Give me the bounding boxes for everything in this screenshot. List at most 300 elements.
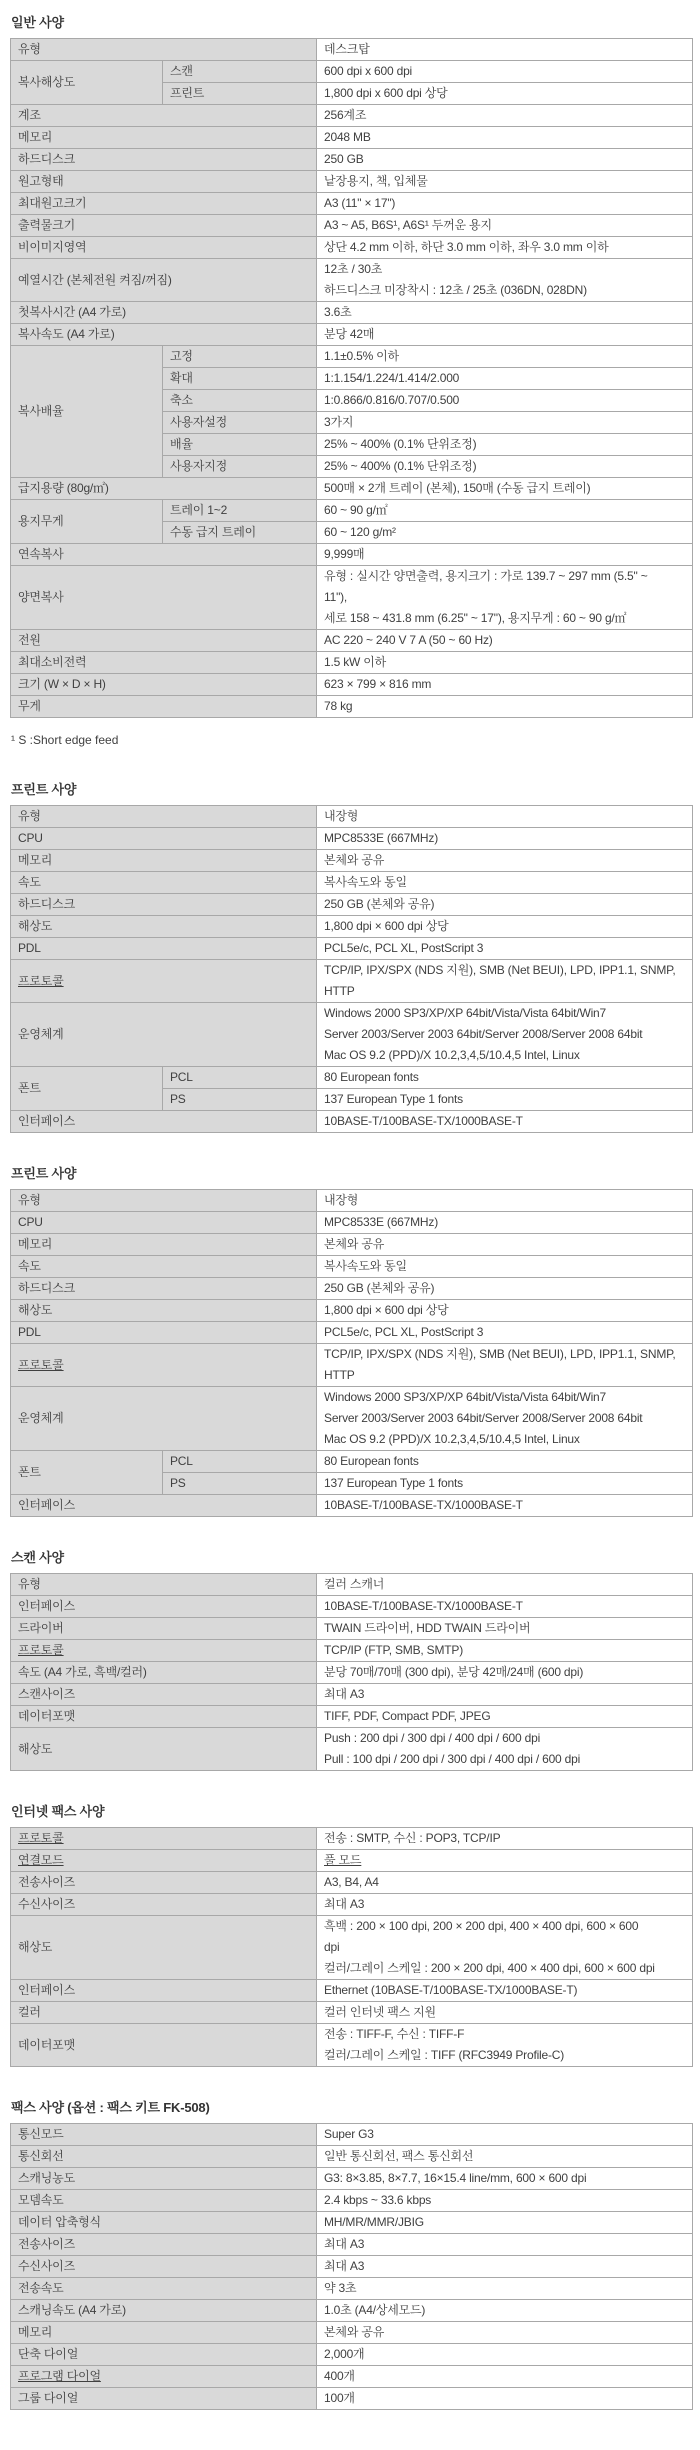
spec-text-line: 사용자지정	[170, 459, 227, 473]
spec-text-line: 복사배율	[18, 404, 64, 418]
spec-text-line: 트레이 1~2	[170, 503, 228, 517]
spec-label	[11, 2344, 317, 2366]
spec-text-line: 최대 A3	[324, 2237, 365, 2251]
spec-text-line	[18, 971, 309, 992]
spec-text-line: A3 (11" × 17")	[324, 196, 396, 210]
spec-label	[11, 2278, 317, 2300]
spec-text-line: 상단 4.2 mm 이하, 하단 3.0 mm 이하, 좌우 3.0 mm 이하	[324, 240, 609, 254]
table-row	[11, 696, 693, 718]
spec-text-line: MPC8533E (667MHz)	[324, 831, 438, 845]
spec-text-line: 전원	[18, 633, 41, 647]
spec-text-line: A3, B4, A4	[324, 1875, 379, 1889]
spec-label	[11, 105, 317, 127]
spec-label	[11, 652, 317, 674]
table-row	[11, 1894, 693, 1916]
spec-label	[11, 2388, 317, 2410]
spec-text-line: dpi	[324, 1940, 340, 1954]
spec-text-line: 11"),	[324, 590, 348, 604]
spec-text-line: 메모리	[18, 2325, 53, 2339]
spec-value	[317, 674, 693, 696]
spec-label	[11, 2124, 317, 2146]
spec-text-line: 드라이버	[18, 1621, 64, 1635]
spec-text-line: 623 × 799 × 816 mm	[324, 677, 432, 691]
spec-text-line: 약 3초	[324, 2281, 357, 2295]
spec-text-line: 1:0.866/0.816/0.707/0.500	[324, 393, 460, 407]
spec-text-line	[18, 2366, 309, 2387]
spec-value	[317, 237, 693, 259]
spec-text-line: 컬러/그레이 스케일 : 200 × 200 dpi, 400 × 400 dpi, 600 × 600 dpi	[324, 1961, 655, 1975]
table-row	[11, 1684, 693, 1706]
spec-text-line: 양면복사	[18, 590, 64, 604]
spec-text-line: 유형	[18, 1193, 41, 1207]
spec-value	[317, 1300, 693, 1322]
table-row	[11, 324, 693, 346]
table-row	[11, 2322, 693, 2344]
spec-value	[317, 1111, 693, 1133]
spec-text-line: 137 European Type 1 fonts	[324, 1476, 463, 1490]
spec-text-line: 10BASE-T/100BASE-TX/1000BASE-T	[324, 1498, 523, 1512]
spec-text-line: 본체와 공유	[324, 1237, 385, 1251]
table-row	[11, 1212, 693, 1234]
spec-value	[317, 1828, 693, 1850]
table-row	[11, 872, 693, 894]
spec-text-line: 최대 A3	[324, 1687, 365, 1701]
spec-text-line: 무게	[18, 699, 41, 713]
spec-value	[317, 61, 693, 83]
spec-text-line: 137 European Type 1 fonts	[324, 1092, 463, 1106]
table-row	[11, 938, 693, 960]
spec-label	[11, 1980, 317, 2002]
spec-text-line: 25% ~ 400% (0.1% 단위조정)	[324, 459, 477, 473]
spec-label	[11, 39, 317, 61]
table-row	[11, 1495, 693, 1517]
spec-table	[10, 2123, 693, 2410]
glossary-link[interactable]: 연결모드	[18, 1853, 64, 1867]
spec-value	[317, 652, 693, 674]
spec-text-line: 인터페이스	[18, 1498, 75, 1512]
spec-label	[11, 1451, 163, 1495]
spec-value	[317, 1980, 693, 2002]
spec-text-line: MH/MR/MMR/JBIG	[324, 2215, 424, 2229]
spec-text-line: HTTP	[324, 1368, 355, 1382]
spec-sublabel	[163, 1451, 317, 1473]
spec-text-line: 하드디스크	[18, 1281, 75, 1295]
spec-text-line: 500매 × 2개 트레이 (본체), 150매 (수동 급지 트레이)	[324, 481, 591, 495]
table-row	[11, 302, 693, 324]
spec-label	[11, 2168, 317, 2190]
table-row	[11, 828, 693, 850]
spec-text-line: 최대 A3	[324, 1897, 365, 1911]
section-title: 팩스 사양 (옵션 : 팩스 키트 FK-508)	[11, 2100, 210, 2115]
spec-text-line: 폰트	[18, 1081, 41, 1095]
table-row	[11, 2256, 693, 2278]
spec-value	[317, 1067, 693, 1089]
spec-text-line: 최대 A3	[324, 2259, 365, 2273]
spec-text-line: Push : 200 dpi / 300 dpi / 400 dpi / 600 dpi	[324, 1731, 541, 1745]
spec-text-line: 600 dpi x 600 dpi	[324, 64, 413, 78]
spec-text-line: 원고형태	[18, 174, 64, 188]
spec-label	[11, 2256, 317, 2278]
table-row	[11, 1451, 693, 1473]
spec-text-line: 흑백 : 200 × 100 dpi, 200 × 200 dpi, 400 × 400 dpi, 600 × 600	[324, 1919, 639, 1933]
table-row	[11, 2168, 693, 2190]
spec-text-line: 데이터포맷	[18, 2037, 75, 2052]
spec-text-line: 유형	[18, 1577, 41, 1591]
spec-text-line: 2,000개	[324, 2347, 365, 2361]
table-row	[11, 894, 693, 916]
spec-text-line: 첫복사시간 (A4 가로)	[18, 305, 126, 319]
spec-table	[10, 805, 693, 1133]
spec-text-line: 모뎀속도	[18, 2193, 64, 2207]
spec-label	[11, 2024, 317, 2067]
spec-text-line: CPU	[18, 1215, 43, 1229]
spec-label	[11, 630, 317, 652]
spec-value	[317, 346, 693, 368]
spec-label	[11, 828, 317, 850]
spec-label	[11, 1894, 317, 1916]
spec-value	[317, 1662, 693, 1684]
spec-text-line: 컬러 인터넷 팩스 지원	[324, 2005, 436, 2019]
spec-text-line: 운영체계	[18, 1411, 64, 1425]
spec-text-line: Pull : 100 dpi / 200 dpi / 300 dpi / 400 dpi / 600 dpi	[324, 1752, 581, 1766]
spec-sublabel	[163, 390, 317, 412]
spec-text-line: 스캔	[170, 64, 193, 78]
spec-value	[317, 544, 693, 566]
spec-text-line: 250 GB (본체와 공유)	[324, 897, 435, 911]
spec-text-line: 하드디스크 미장착시 : 12초 / 25초 (036DN, 028DN)	[324, 283, 587, 297]
spec-text-line: 속도	[18, 875, 41, 889]
table-row	[11, 478, 693, 500]
spec-text-line: 인터페이스	[18, 1983, 75, 1997]
table-row	[11, 652, 693, 674]
spec-value	[317, 2234, 693, 2256]
spec-text-line: 폰트	[18, 1465, 41, 1479]
spec-text-line: 메모리	[18, 1237, 53, 1251]
spec-sublabel	[163, 412, 317, 434]
spec-value	[317, 1234, 693, 1256]
spec-text-line: 10BASE-T/100BASE-TX/1000BASE-T	[324, 1599, 523, 1613]
table-row	[11, 1916, 693, 1980]
spec-value	[317, 2168, 693, 2190]
spec-text-line: 3.6초	[324, 305, 352, 319]
spec-label	[11, 2366, 317, 2388]
spec-sublabel	[163, 61, 317, 83]
spec-text-line: 250 GB (본체와 공유)	[324, 1281, 435, 1295]
table-row	[11, 1234, 693, 1256]
section-title: 프린트 사양	[11, 782, 77, 797]
spec-text-line	[18, 1828, 309, 1849]
glossary-link[interactable]: 풀 모드	[324, 1853, 362, 1867]
spec-value	[317, 2388, 693, 2410]
spec-text-line: 본체와 공유	[324, 2325, 385, 2339]
spec-label	[11, 302, 317, 324]
spec-value	[317, 850, 693, 872]
spec-value	[317, 1495, 693, 1517]
spec-text-line: 해상도	[18, 1940, 53, 1954]
spec-value	[317, 2124, 693, 2146]
spec-value	[317, 1256, 693, 1278]
spec-value	[317, 2146, 693, 2168]
table-row	[11, 61, 693, 83]
spec-sublabel	[163, 522, 317, 544]
spec-label	[11, 259, 317, 302]
glossary-link[interactable]: 프로토콜	[18, 1357, 64, 1372]
spec-value	[317, 1451, 693, 1473]
glossary-link[interactable]: 프로그램 다이얼	[18, 2369, 101, 2383]
spec-text-line: 수신사이즈	[18, 2259, 75, 2273]
spec-label	[11, 1495, 317, 1517]
spec-value	[317, 83, 693, 105]
spec-text-line: 컬러	[18, 2005, 41, 2019]
spec-text-line: Server 2003/Server 2003 64bit/Server 2008/Server 2008 64bit	[324, 1411, 643, 1425]
spec-text-line: 하드디스크	[18, 897, 75, 911]
glossary-link[interactable]: 프로토콜	[18, 1643, 64, 1657]
spec-text-line: 출력물크기	[18, 218, 75, 232]
spec-label	[11, 2190, 317, 2212]
section-title: 인터넷 팩스 사양	[11, 1804, 105, 1819]
spec-label	[11, 478, 317, 500]
spec-text-line: 용지무게	[18, 514, 64, 528]
spec-text-line: Windows 2000 SP3/XP/XP 64bit/Vista/Vista 64bit/Win7	[324, 1390, 606, 1404]
spec-text-line: 인터페이스	[18, 1114, 75, 1128]
spec-text-line: PS	[170, 1476, 186, 1490]
spec-label	[11, 1003, 317, 1067]
table-row	[11, 2212, 693, 2234]
spec-sublabel	[163, 368, 317, 390]
spec-value	[317, 630, 693, 652]
glossary-link[interactable]: 프로토콜	[18, 973, 64, 988]
spec-value	[317, 1387, 693, 1451]
table-row	[11, 1706, 693, 1728]
table-row	[11, 1300, 693, 1322]
spec-value	[317, 2278, 693, 2300]
spec-value	[317, 2344, 693, 2366]
spec-text-line: 400개	[324, 2369, 355, 2383]
spec-text-line: PCL	[170, 1070, 193, 1084]
spec-value	[317, 368, 693, 390]
spec-value	[317, 434, 693, 456]
table-row	[11, 566, 693, 630]
spec-text-line: Windows 2000 SP3/XP/XP 64bit/Vista/Vista 64bit/Win7	[324, 1006, 606, 1020]
spec-value	[317, 960, 693, 1003]
spec-text-line: 스캔사이즈	[18, 1687, 75, 1701]
spec-label	[11, 1596, 317, 1618]
spec-label	[11, 1916, 317, 1980]
spec-text-line: 고정	[170, 349, 193, 363]
table-row	[11, 1111, 693, 1133]
spec-sublabel	[163, 83, 317, 105]
spec-label	[11, 61, 163, 105]
spec-text-line: G3: 8×3.85, 8×7.7, 16×15.4 line/mm, 600 × 600 dpi	[324, 2171, 587, 2185]
spec-sublabel	[163, 434, 317, 456]
spec-text-line: 9,999매	[324, 547, 365, 561]
spec-label	[11, 1111, 317, 1133]
spec-label	[11, 566, 317, 630]
table-row	[11, 2190, 693, 2212]
spec-value	[317, 39, 693, 61]
table-row	[11, 2002, 693, 2024]
spec-text-line: 전송 : SMTP, 수신 : POP3, TCP/IP	[324, 1831, 501, 1845]
spec-sublabel	[163, 1473, 317, 1495]
spec-value	[317, 412, 693, 434]
spec-value	[317, 1212, 693, 1234]
spec-text-line: 2048 MB	[324, 130, 371, 144]
spec-value	[317, 1618, 693, 1640]
spec-text-line: PCL	[170, 1454, 193, 1468]
spec-text-line	[18, 1640, 309, 1661]
spec-label	[11, 1234, 317, 1256]
spec-text-line: 2.4 kbps ~ 33.6 kbps	[324, 2193, 432, 2207]
spec-value	[317, 171, 693, 193]
spec-text-line: 수동 급지 트레이	[170, 525, 257, 539]
table-row	[11, 1872, 693, 1894]
spec-value	[317, 1894, 693, 1916]
table-row	[11, 1828, 693, 1850]
spec-text-line: 단축 다이얼	[18, 2347, 79, 2361]
spec-text-line: 1,800 dpi x 600 dpi 상당	[324, 86, 448, 100]
spec-value	[317, 696, 693, 718]
spec-table	[10, 1189, 693, 1517]
spec-text-line: 복사속도와 동일	[324, 875, 407, 889]
spec-label	[11, 346, 163, 478]
section-title: 일반 사양	[11, 15, 64, 30]
spec-text-line: 12초 / 30초	[324, 262, 383, 276]
spec-text-line: 유형	[18, 809, 41, 823]
spec-label	[11, 1684, 317, 1706]
spec-value	[317, 806, 693, 828]
spec-table	[10, 1573, 693, 1771]
spec-text-line: 1:1.154/1.224/1.414/2.000	[324, 371, 460, 385]
spec-label	[11, 1828, 317, 1850]
spec-section	[10, 1801, 692, 2067]
spec-text-line: 속도 (A4 가로, 흑백/컬러)	[18, 1665, 147, 1679]
spec-value	[317, 2190, 693, 2212]
spec-text-line: 하드디스크	[18, 152, 75, 166]
spec-text-line: 그룹 다이얼	[18, 2391, 79, 2405]
spec-label	[11, 2002, 317, 2024]
spec-value	[317, 916, 693, 938]
spec-text-line: 내장형	[324, 1193, 359, 1207]
spec-value	[317, 390, 693, 412]
spec-text-line: HTTP	[324, 984, 355, 998]
table-row	[11, 237, 693, 259]
spec-text-line: 78 kg	[324, 699, 353, 713]
table-row	[11, 500, 693, 522]
table-row	[11, 1980, 693, 2002]
spec-text-line: 운영체계	[18, 1027, 64, 1041]
spec-text-line: 유형	[18, 42, 41, 56]
spec-value	[317, 1706, 693, 1728]
spec-text-line: TWAIN 드라이버, HDD TWAIN 드라이버	[324, 1621, 531, 1635]
table-row	[11, 1618, 693, 1640]
spec-label	[11, 193, 317, 215]
spec-text-line	[18, 1355, 309, 1376]
spec-text-line: 컬러/그레이 스케일 : TIFF (RFC3949 Profile-C)	[324, 2048, 565, 2062]
spec-text-line: 수신사이즈	[18, 1897, 75, 1911]
spec-text-line	[18, 1850, 309, 1871]
spec-text-line: 크기 (W × D × H)	[18, 677, 106, 691]
spec-label	[11, 1278, 317, 1300]
spec-text-line: 데스크탑	[324, 42, 370, 56]
spec-section	[10, 2097, 692, 2410]
spec-text-line: 프린트	[170, 86, 205, 100]
spec-text-line: 1,800 dpi × 600 dpi 상당	[324, 919, 449, 933]
spec-value	[317, 2212, 693, 2234]
table-row	[11, 2278, 693, 2300]
table-row	[11, 346, 693, 368]
spec-text-line: TCP/IP (FTP, SMB, SMTP)	[324, 1643, 463, 1657]
spec-text-line: PCL5e/c, PCL XL, PostScript 3	[324, 1325, 484, 1339]
spec-label	[11, 149, 317, 171]
spec-text-line: 최대소비전력	[18, 655, 87, 669]
spec-text-line: 해상도	[18, 1741, 53, 1756]
spec-text-line: 80 European fonts	[324, 1454, 419, 1468]
spec-text-line: 1.1±0.5% 이하	[324, 349, 399, 363]
spec-text-line: 1,800 dpi × 600 dpi 상당	[324, 1303, 449, 1317]
spec-label	[11, 1640, 317, 1662]
spec-label	[11, 1387, 317, 1451]
spec-text-line: 예열시간 (본체전원 켜짐/꺼짐)	[18, 272, 172, 287]
spec-text-line: 1.0초 (A4/상세모드)	[324, 2303, 426, 2317]
table-row	[11, 1387, 693, 1451]
table-row	[11, 2388, 693, 2410]
table-row	[11, 630, 693, 652]
spec-text-line: 스캐닝속도 (A4 가로)	[18, 2303, 126, 2317]
table-row	[11, 1278, 693, 1300]
spec-value	[317, 1190, 693, 1212]
spec-value	[317, 1574, 693, 1596]
spec-value	[317, 872, 693, 894]
spec-text-line: 전송속도	[18, 2281, 64, 2295]
spec-text-line: 분당 70매/70매 (300 dpi), 분당 42매/24매 (600 dpi)	[324, 1665, 584, 1679]
spec-label	[11, 894, 317, 916]
spec-value	[317, 1916, 693, 1980]
table-row	[11, 806, 693, 828]
spec-sublabel	[163, 346, 317, 368]
spec-value	[317, 522, 693, 544]
spec-value	[317, 1322, 693, 1344]
spec-text-line: Mac OS 9.2 (PPD)/X 10.2,3,4,5/10.4,5 Intel, Linux	[324, 1048, 580, 1062]
spec-value	[317, 828, 693, 850]
spec-value	[317, 456, 693, 478]
spec-text-line: 스캐닝농도	[18, 2171, 75, 2185]
table-row	[11, 1322, 693, 1344]
spec-text-line: 데이터 압축형식	[18, 2215, 101, 2229]
spec-text-line: PCL5e/c, PCL XL, PostScript 3	[324, 941, 484, 955]
spec-text-line: 컬러 스캐너	[324, 1577, 385, 1591]
spec-table	[10, 38, 693, 718]
spec-value	[317, 259, 693, 302]
table-row	[11, 1662, 693, 1684]
spec-text-line: 유형 : 실시간 양면출력, 용지크기 : 가로 139.7 ~ 297 mm (5.5" ~	[324, 569, 648, 583]
spec-label	[11, 2234, 317, 2256]
spec-label	[11, 960, 317, 1003]
spec-label	[11, 127, 317, 149]
spec-label	[11, 2146, 317, 2168]
spec-text-line: 급지용량 (80g/㎡)	[18, 481, 109, 495]
spec-text-line: 250 GB	[324, 152, 364, 166]
spec-text-line: 100개	[324, 2391, 355, 2405]
spec-sublabel	[163, 500, 317, 522]
spec-value	[317, 127, 693, 149]
table-row	[11, 850, 693, 872]
spec-label	[11, 1190, 317, 1212]
glossary-link[interactable]: 프로토콜	[18, 1831, 64, 1845]
spec-label	[11, 2322, 317, 2344]
spec-text-line: 계조	[18, 108, 41, 122]
spec-value	[317, 1728, 693, 1771]
spec-label	[11, 674, 317, 696]
